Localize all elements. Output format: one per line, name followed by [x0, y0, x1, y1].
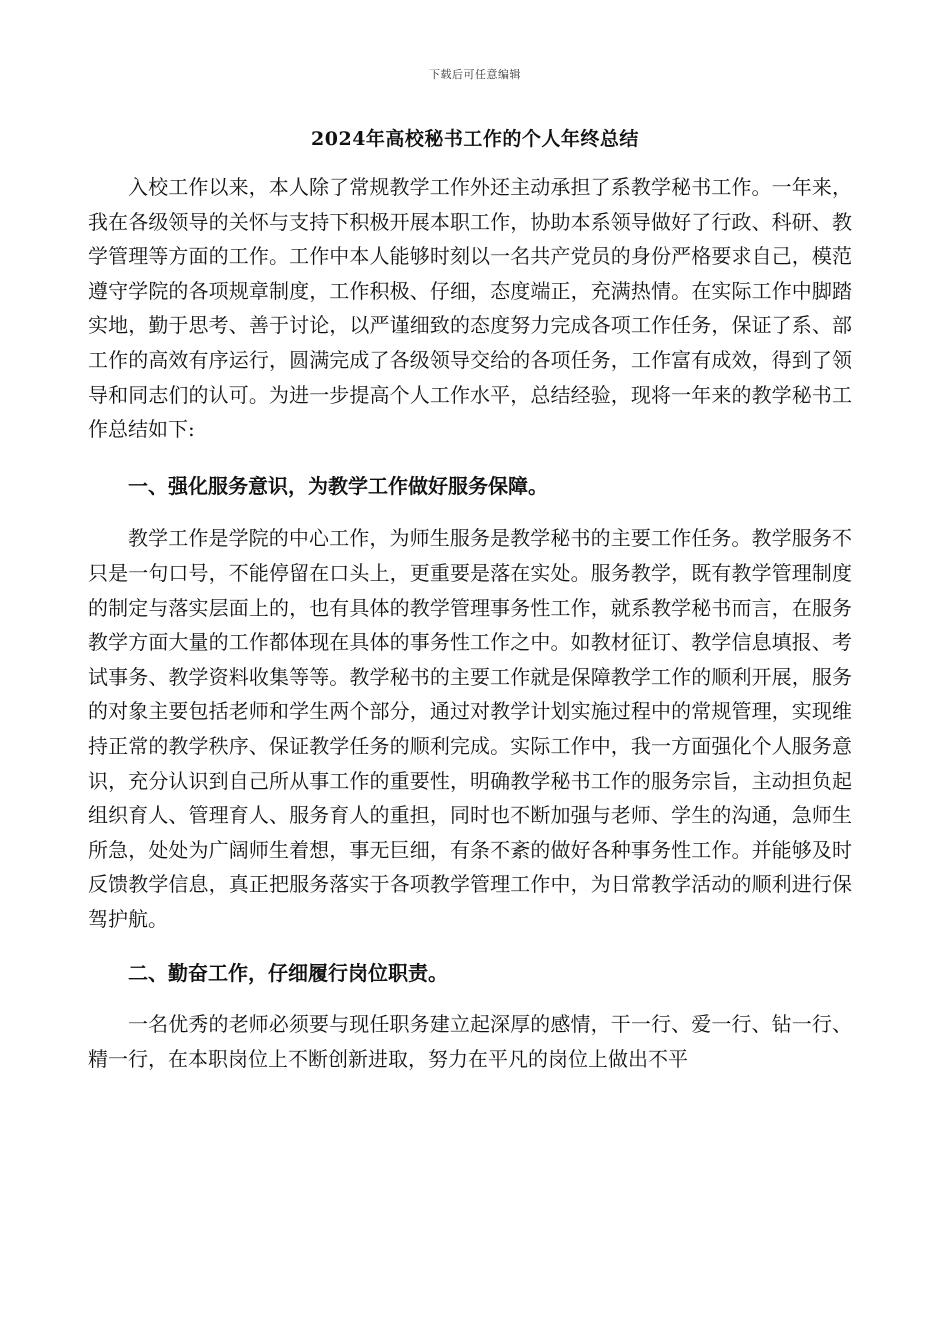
section-2-paragraph: 一名优秀的老师必须要与现任职务建立起深厚的感情，干一行、爱一行、钻一行、精一行，在本职岗位上不断创新进取，努力在平凡的岗位上做出不平 [88, 1012, 852, 1071]
section-1-heading: 一、强化服务意识，为教学工作做好服务保障。 [128, 473, 548, 498]
header-note: 下载后可任意编辑 [429, 68, 521, 81]
document-title: 2024年高校秘书工作的个人年终总结 [311, 128, 639, 150]
intro-paragraph: 入校工作以来，本人除了常规教学工作外还主动承担了系教学秘书工作。一年来，我在各级领导的关怀与支持下积极开展本职工作，协助本系领导做好了行政、科研、教学管理等方面的工作。工作中本人能够时刻以一名共产党员的身份严格要求自己，模范遵守学院的各项规章制度，工作积极、仔细，态度端正，充满热情。在实际工作中脚踏实地，勤于思考、善于讨论，以严谨细致的态度努力完成各项工作任务，保证了系、部工作的高效有序运行，圆满完成了各级领导交给的各项任务，工作富有成效，得到了领导和同志们的认可。为进一步提高个人工作水平，总结经验，现将一年来的教学秘书工作总结如下: [88, 175, 852, 442]
document-body [88, 170, 852, 1076]
section-2-heading: 二、勤奋工作，仔细履行岗位职责。 [128, 961, 448, 986]
section-1-paragraph: 教学工作是学院的中心工作，为师生服务是教学秘书的主要工作任务。教学服务不只是一句口号，不能停留在口头上，更重要是落在实处。服务教学，既有教学管理制度的制定与落实层面上的，也有具体的教学管理事务性工作，就系教学秘书而言，在服务教学方面大量的工作都体现在具体的事务性工作之中。如教材征订、教学信息填报、考试事务、教学资料收集等等。教学秘书的主要工作就是保障教学工作的顺利开展，服务的对象主要包括老师和学生两个部分，通过对教学计划实施过程中的常规管理，实现维持正常的教学秩序、保证教学任务的顺利完成。实际工作中，我一方面强化个人服务意识，充分认识到自己所从事工作的重要性，明确教学秘书工作的服务宗旨，主动担负起组织育人、管理育人、服务育人的重担，同时也不断加强与老师、学生的沟通，急师生所急，处处为广阔师生着想，事无巨细，有条不紊的做好各种事务性工作。并能够及时反馈教学信息，真正把服务落实于各项教学管理工作中，为日常教学活动的顺利进行保驾护航。 [88, 526, 852, 931]
